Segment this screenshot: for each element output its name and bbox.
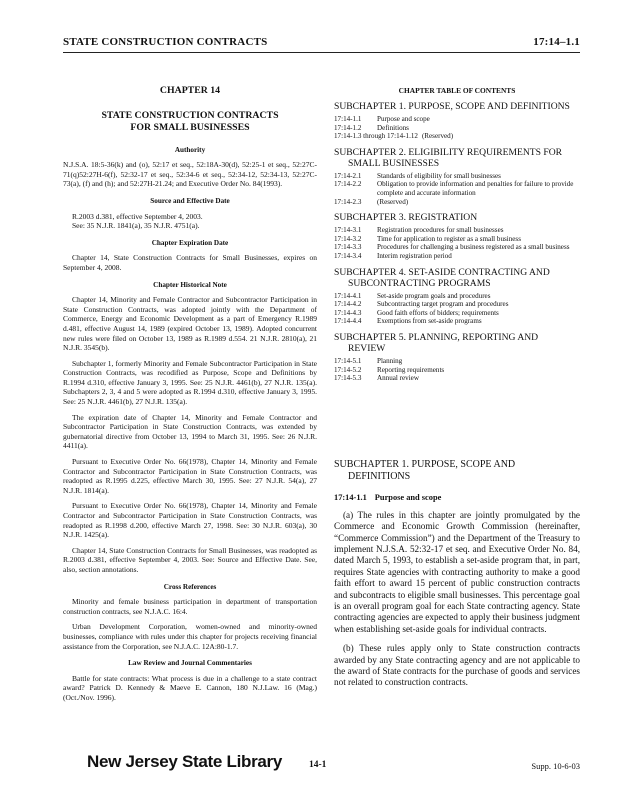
toc-subchapter-3-title: SUBCHAPTER 3. REGISTRATION [334,212,478,224]
section-heading [334,493,580,502]
toc-subchapter-2-title: SUBCHAPTER 2. ELIGIBILITY REQUIREMENTS FOR SMALL BUSINESSES [334,146,563,169]
source-text-1: R.2003 d.381, effective September 4, 2003. [72,211,203,221]
history-paragraph: Pursuant to Executive Order No. 66(1978), Chapter 14, Minority and Female Contractor and Subcontractor Participation in State Construction Contracts, was readopted as R.1998 d.200, effective March 27, 1998. See: 30 N.J.R. 603(a), 30 N.J.R. 1425(a). [63,501,317,540]
history-paragraph: Chapter 14, State Construction Contracts for Small Businesses, was readopted as R.2003 d.381, effective September 4, 2003. See: Source and Effective Date. See, also, section annotations. [63,545,317,574]
history-paragraph: Subchapter 1, formerly Minority and Female Subcontractor Participation in State Construction Contracts, was recodified as Purpose, Scope and Definitions by R.1994 d.310, effective January 3, 1995. See: 25 N.J.R. 4461(b), 27 N.J.R. 135(a). Subchapters 2, 3, 4 and 5 were adopted as R.1994 d.310, effective January 3, 1995. See: 25 N.J.R. 4461(b), 27 N.J.R. 135(a). [63,358,317,407]
toc-entry[interactable]: 17:14-4.2 Subcontracting target program and procedures [334,300,509,309]
law-review-heading: Law Review and Journal Commentaries [128,659,252,668]
toc-entry[interactable]: 17:14-1.3 through 17:14-1.12 (Reserved) [334,132,454,141]
toc-entry[interactable]: 17:14-1.2 Definitions [334,123,409,132]
toc-entry[interactable]: 17:14-4.3 Good faith efforts of bidders; requirements [334,308,499,317]
section-paragraph-a: (a) The rules in this chapter are jointly promulgated by the Commerce and Economic Growth Commission (hereinafter, “Commerce Commission”) and the Department of the Treasury to implement N.J.S.A. 52:32-17 et seq. and Executive Order No. 84, dated March 5, 1993, to establish a set-aside program that, in part, requires State agencies with contracting authority to make a good faith effort to award 15 percent of public construction contracts and subcontracts to eligible small businesses. This percentage goal is an overall program goal for each State contracting agency. State contracting agencies are expected to apply their business judgment when establishing set-aside goals for individual contracts. [334,509,580,634]
toc-subchapter-4-list [334,292,580,326]
expiration-heading: Chapter Expiration Date [151,238,229,247]
section-paragraph-b: (b) These rules apply only to State construction contracts awarded by any State contracting agency and are not applicable to the award of State contracts for the purchase of goods and services not related to construction contracts. [334,643,580,688]
toc-entry[interactable]: 17:14-4.4 Exemptions from set-aside programs [334,317,482,326]
toc-subchapter-5-title: SUBCHAPTER 5. PLANNING, REPORTING AND REVIEW [334,331,539,354]
section-title: Purpose and scope [374,492,442,502]
page-number: 14-1 [309,760,327,770]
running-header [63,36,580,52]
left-column [63,86,317,709]
toc-entry[interactable]: 17:14-2.3 (Reserved) [334,197,409,206]
history-paragraph: The expiration date of Chapter 14, Minority and Female Contractor and Subcontractor Participation in State Construction Contracts, was extended by gubernatorial directive from October 13, 1994 to March 31, 1995. See: 26 N.J.R. 4411(a). [63,412,317,451]
source-text-2: See: 35 N.J.R. 1841(a), 35 N.J.R. 4751(a). [72,221,200,231]
toc-entry[interactable]: 17:14-5.2 Reporting requirements [334,365,445,374]
toc-entry[interactable]: 17:14-3.3 Procedures for challenging a business registered as a small business [334,243,570,252]
subchapter-1-heading: SUBCHAPTER 1. PURPOSE, SCOPE AND DEFINITIONS [334,458,516,482]
right-column [334,86,580,697]
authority-heading: Authority [174,145,206,154]
toc-entry[interactable]: 17:14-1.1 Purpose and scope [334,115,430,123]
toc-entry[interactable]: 17:14-2.2 Obligation to provide information and penalties for failure to provide complete and accurate information [334,180,574,197]
cross-reference: Urban Development Corporation, women-owned and minority-owned businesses, compliance with rules under this chapter for projects receiving financial assistance from the Corporation, see N.J.A.C. 12A:80-1.7. [63,622,317,651]
source-heading: Source and Effective Date [150,196,230,205]
toc-subchapter-1-title: SUBCHAPTER 1. PURPOSE, SCOPE AND DEFINITIONS [334,101,570,112]
toc-entry[interactable]: 17:14-3.4 Interim registration period [334,251,452,260]
page-footer [63,752,580,774]
toc-subchapter-5-list [334,357,580,383]
chapter-number: CHAPTER 14 [159,85,221,96]
authority-text: N.J.S.A. 18:5-36(k) and (o), 52:17 et seq., 52:18A-30(d), 52:25-1 et seq., 52:27C-71(q)52:27H-6(f), 52:32-17 et seq., 52:34-6 et seq., 52:34-12, 52:34-13, 52:27C-73(a), (f) and (h); and 52:27H-21.24; and Executive Order No. 84(1993). [63,160,317,189]
history-heading: Chapter Historical Note [153,280,227,289]
header-rule [63,52,580,53]
chapter-title-line-2: FOR SMALL BUSINESSES [130,121,250,133]
toc-entry[interactable]: 17:14-3.1 Registration procedures for small businesses [334,226,504,235]
cross-references-heading: Cross References [163,582,217,591]
chapter-title [63,110,317,134]
header-section-number: 17:14–1.1 [533,36,580,48]
toc-entry[interactable]: 17:14-5.3 Annual review [334,374,419,383]
toc-subchapter-4-title: SUBCHAPTER 4. SET-ASIDE CONTRACTING AND SUBCONTRACTING PROGRAMS [334,266,550,289]
chapter-title-line-1: STATE CONSTRUCTION CONTRACTS [101,109,279,121]
cross-reference: Minority and female business participation in department of transportation construction contracts, see N.J.A.C. 16:4. [63,597,317,616]
toc-entry[interactable]: 17:14-4.1 Set-aside program goals and procedures [334,291,491,300]
supplement-date: Supp. 10-6-03 [531,761,580,771]
law-review-entry: Battle for state contracts: What process is due in a challenge to a state contract award? Patrick D. Kennedy & Maeve E. Cannon, 180 N.J.Law. 16 (Mag.) (Oct./Nov. 1996). [63,673,317,702]
toc-entry[interactable]: 17:14-5.1 Planning [334,356,403,365]
toc-heading: CHAPTER TABLE OF CONTENTS [398,86,516,95]
toc-subchapter-3-list [334,226,580,260]
toc-subchapter-1-list [334,115,580,141]
toc-entry[interactable]: 17:14-2.1 Standards of eligibility for small businesses [334,171,501,180]
expiration-text: Chapter 14, State Construction Contracts for Small Businesses, expires on September 4, 2008. [63,253,317,272]
section-number: 17:14-1.1 [334,492,367,502]
history-paragraph: Pursuant to Executive Order No. 66(1978), Chapter 14, Minority and Female Contractor and Subcontractor Participation in State Construction Contracts, was readopted as R.1995 d.225, effective March 30, 1995. See: 27 N.J.R. 54(a), 27 N.J.R. 1814(a). [63,457,317,495]
header-title: STATE CONSTRUCTION CONTRACTS [63,36,268,48]
history-paragraph: Chapter 14, Minority and Female Contractor and Subcontractor Participation in State Construction Contracts, was adopted jointly with the Department of Commerce, Energy and Economic Development as a part of Emergency R.1989 d.481, effective August 14, 1989 (expired October 13, 1989). Adopted concurrent new rules were filed on October 13, 1989 as R.1989 d.554. 21 N.J.R. 2810(a), 21 N.J.R. 3545(b). [63,295,317,353]
library-watermark: New Jersey State Library [87,752,283,771]
column-spacer [334,387,580,459]
toc-entry[interactable]: 17:14-3.2 Time for application to register as a small business [334,234,521,243]
toc-subchapter-2-list [334,172,580,206]
